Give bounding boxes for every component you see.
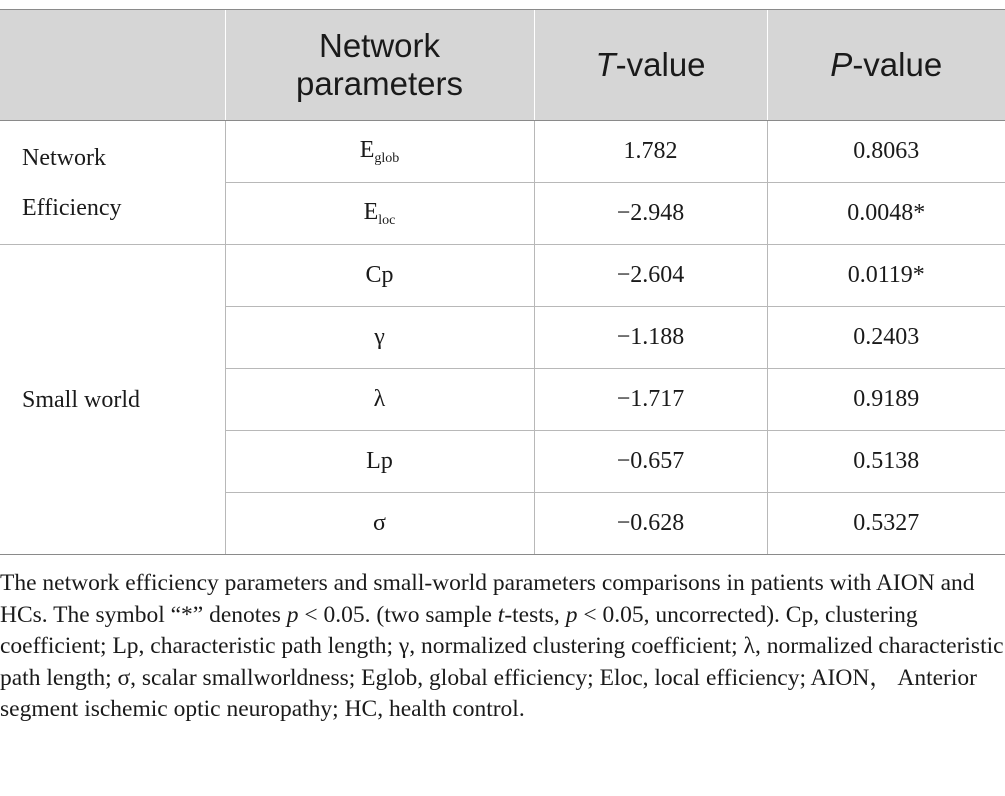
t-value-cell: −2.604 (534, 245, 767, 307)
group-small-world: Small world (0, 245, 225, 555)
t-value-cell: −1.717 (534, 369, 767, 431)
t-value-cell: −2.948 (534, 183, 767, 245)
param-cell: σ (225, 493, 534, 555)
results-table (0, 9, 1005, 555)
t-letter: T (595, 46, 616, 83)
header-p-value (767, 10, 1005, 121)
group-label-line1: Network (22, 144, 106, 171)
p-suffix: -value (852, 46, 943, 83)
p-value-cell: 0.2403 (767, 307, 1005, 369)
t-value-cell: 1.782 (534, 121, 767, 183)
param-cell: λ (225, 369, 534, 431)
t-value-cell: −0.657 (534, 431, 767, 493)
table-caption: The network efficiency parameters and small-world parameters comparisons in patients with AION and HCs. The symbol “*” denotes p < 0.05. (two sample t-tests, p < 0.05, uncorrected). Cp, clustering coefficient; Lp, characteristic path length; γ, normalized clustering coefficient; λ, normalized characteristic path length; σ, scalar smallworldness; Eglob, global efficiency; Eloc, local efficiency; AION， Anterior segment ischemic optic neuropathy; HC, health control. (0, 570, 1004, 722)
p-value-cell: 0.5138 (767, 431, 1005, 493)
group-network-efficiency (0, 121, 225, 245)
param-cell: γ (225, 307, 534, 369)
t-value-cell: −0.628 (534, 493, 767, 555)
group-label-line2: Efficiency (22, 194, 122, 221)
param-cell: Cp (225, 245, 534, 307)
p-value-cell: 0.0048* (767, 183, 1005, 245)
p-value-cell: 0.8063 (767, 121, 1005, 183)
p-value-cell: 0.0119* (767, 245, 1005, 307)
t-value-cell: −1.188 (534, 307, 767, 369)
header-network-parameters: Network parameters (225, 10, 534, 121)
param-cell: $E_{glob}$ (225, 121, 534, 183)
p-value-cell: 0.5327 (767, 493, 1005, 555)
param-cell: Lp (225, 431, 534, 493)
table-row (0, 121, 1005, 183)
p-value-cell: 0.9189 (767, 369, 1005, 431)
header-t-value (534, 10, 767, 121)
table-row (0, 245, 1005, 307)
param-cell: $E_{loc}$ (225, 183, 534, 245)
p-letter: P (830, 46, 853, 83)
t-suffix: -value (615, 46, 706, 83)
header-empty (0, 10, 225, 121)
header-row (0, 10, 1005, 121)
